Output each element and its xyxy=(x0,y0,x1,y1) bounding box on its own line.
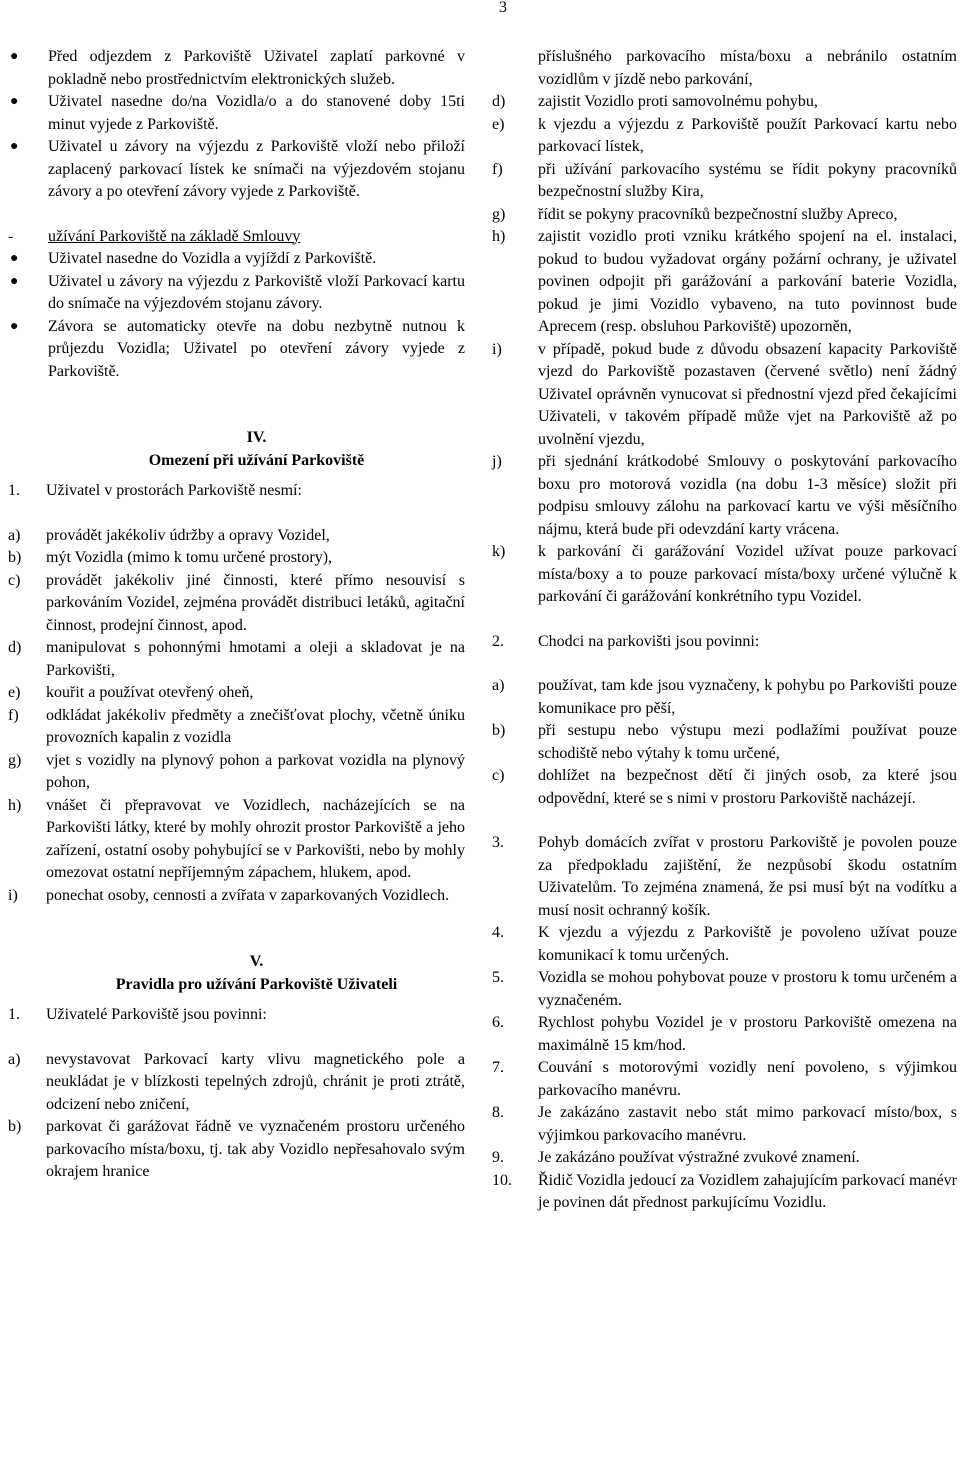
list-item-text: Uživatel u závory na výjezdu z Parkoviště vloží nebo přiloží zaplacený parkovací lístek ke snímači na výjezdovém stojanu závory a po otevření závory vyjede z Parkoviště. xyxy=(48,138,465,200)
list-item-continuation xyxy=(492,46,957,91)
numbered-list xyxy=(492,832,957,1215)
item-text: Je zakázáno zastavit nebo stát mimo parkovací místo/box, s výjimkou parkovacího manévru. xyxy=(538,1104,957,1144)
page-number: 3 xyxy=(499,0,507,16)
list-item-text: provádět jakékoliv jiné činnosti, které přímo nesouvisí s parkováním Vozidel, zejména provádět distribuci letáků, agitační činnost, prodejní činnost, apod. xyxy=(46,571,465,634)
list-marker: d) xyxy=(492,93,506,110)
pedestrian-list xyxy=(492,675,957,810)
numbered-item xyxy=(492,832,957,922)
list-item xyxy=(492,114,957,159)
list-item xyxy=(8,795,465,885)
numbered-item xyxy=(492,1102,957,1147)
list-marker: f) xyxy=(8,706,19,724)
right-column xyxy=(492,46,957,1215)
list-marker: d) xyxy=(8,639,22,656)
list-marker: e) xyxy=(8,684,21,701)
list-item xyxy=(492,159,957,204)
numbered-item xyxy=(492,922,957,967)
obligations-list xyxy=(8,1049,465,1184)
bullet-icon: ● xyxy=(10,273,19,289)
numbered-item xyxy=(8,1004,465,1027)
list-marker: b) xyxy=(8,1118,22,1135)
prohibitions-list xyxy=(8,525,465,908)
list-marker: i) xyxy=(492,340,502,358)
list-item-text: zajistit Vozidlo proti samovolnému pohybu, xyxy=(538,93,818,110)
list-item-text: řídit se pokyny pracovníků bezpečnostní služby Apreco, xyxy=(538,205,898,223)
item-number: 3. xyxy=(492,834,504,851)
list-item-text: Závora se automaticky otevře na dobu nezbytně nutnou k průjezdu Vozidla; Uživatel po otevření závory vyjede z Parkoviště. xyxy=(48,317,465,380)
list-marker: c) xyxy=(8,571,21,589)
list-item xyxy=(8,136,465,204)
list-item xyxy=(492,226,957,339)
item-number: 1. xyxy=(8,1006,20,1023)
list-item-text: kouřit a používat otevřený oheň, xyxy=(46,684,254,701)
list-item-text: při užívání parkovacího systému se řídit pokyny pracovníků bezpečnostní služby Kira, xyxy=(538,160,957,200)
section-title: Pravidla pro užívání Parkoviště Uživateli xyxy=(115,975,398,993)
list-item xyxy=(8,316,465,384)
list-item xyxy=(8,547,465,570)
list-marker: e) xyxy=(492,115,505,133)
list-marker: i) xyxy=(8,886,18,904)
list-item-text: dohlížet na bezpečnost dětí či jiných osob, za které jsou odpovědní, které se s nimi v prostoru Parkoviště nacházejí. xyxy=(538,767,957,807)
item-text: Řidič Vozidla jedoucí za Vozidlem zahajujícím parkovací manévr je povinen dát přednost parkujícímu Vozidlu. xyxy=(538,1171,957,1211)
list-item xyxy=(492,451,957,541)
list-item xyxy=(8,570,465,638)
list-item-text: odkládat jakékoliv předměty a znečišťovat plochy, včetně úniku provozních kapalin z vozidla xyxy=(46,706,465,746)
item-text: Chodci na parkovišti jsou povinni: xyxy=(538,632,760,650)
list-marker: h) xyxy=(492,228,506,245)
list-item xyxy=(8,1116,465,1184)
item-text: Je zakázáno používat výstražné zvukové znamení. xyxy=(538,1149,860,1166)
section-number: IV. xyxy=(246,429,267,446)
list-marker: k) xyxy=(492,543,506,560)
list-item xyxy=(492,720,957,765)
list-marker: b) xyxy=(8,549,22,566)
item-number: 9. xyxy=(492,1149,504,1166)
left-column xyxy=(8,46,465,1184)
item-number: 2. xyxy=(492,632,504,650)
item-number: 1. xyxy=(8,482,20,499)
list-item-text: při sestupu nebo výstupu mezi podlažími používat pouze schodiště nebo výtahy k tomu určené, xyxy=(538,722,957,762)
list-item xyxy=(8,248,465,271)
list-item-text: nevystavovat Parkovací karty vlivu magnetického pole a neukládat je v blízkosti tepelných zdrojů, chránit je proti ztrátě, odcizení nebo zničení, xyxy=(46,1050,465,1113)
item-text: Uživatel v prostorách Parkoviště nesmí: xyxy=(46,482,302,499)
item-number: 10. xyxy=(492,1171,512,1189)
numbered-item xyxy=(492,1170,957,1215)
list-item-text: v případě, pokud bude z důvodu obsazení kapacity Parkoviště vjezd do Parkoviště pozastaven (červené světlo) není žádný Uživatel oprávněn vynucovat si přednostní vjezd před čekajícími Uživateli, v takovém případě může vjet na Parkoviště až po uvolnění vjezdu, xyxy=(538,340,957,448)
list-item-text: ponechat osoby, cennosti a zvířata v zaparkovaných Vozidlech. xyxy=(46,886,450,904)
list-item xyxy=(8,91,465,136)
list-item-text: příslušného parkovacího místa/boxu a nebránilo ostatním vozidlům v jízdě nebo parkování, xyxy=(538,48,957,88)
list-item-text: Uživatel nasedne do Vozidla a vyjíždí z Parkoviště. xyxy=(48,250,377,267)
numbered-item xyxy=(492,631,957,654)
list-marker: f) xyxy=(492,160,503,178)
bullet-icon: ● xyxy=(10,318,19,334)
item-text: Uživatelé Parkoviště jsou povinni: xyxy=(46,1006,267,1023)
list-marker: g) xyxy=(492,205,506,223)
list-marker: b) xyxy=(492,722,506,739)
list-marker: h) xyxy=(8,796,22,814)
list-item xyxy=(492,339,957,452)
numbered-item xyxy=(492,967,957,1012)
list-item xyxy=(8,682,465,705)
subsection-heading-text: užívání Parkoviště na základě Smlouvy xyxy=(48,227,301,245)
list-item xyxy=(8,750,465,795)
numbered-item xyxy=(492,1057,957,1102)
list-item-text: používat, tam kde jsou vyznačeny, k pohybu po Parkovišti pouze komunikace pro pěší, xyxy=(538,677,957,717)
numbered-item xyxy=(8,480,465,503)
bullet-icon: ● xyxy=(10,139,19,154)
bullet-icon: ● xyxy=(10,49,19,64)
list-item xyxy=(8,525,465,548)
item-number: 5. xyxy=(492,969,504,986)
list-marker: g) xyxy=(8,751,22,769)
list-item-text: k vjezdu a výjezdu z Parkoviště použít Parkovací kartu nebo parkovací lístek, xyxy=(538,115,957,155)
item-text: Pohyb domácích zvířat v prostoru Parkoviště je povolen pouze za předpokladu zajištění, že nezpůsobí škodu ostatním Uživatelům. To zejména znamená, že psi musí být na vodítku a musí nosit ochranný košík. xyxy=(538,834,957,919)
bullet-icon: ● xyxy=(10,251,19,266)
list-item-text: vjet s vozidly na plynový pohon a parkovat vozidla na plynový pohon, xyxy=(46,751,465,791)
dash-marker: - xyxy=(8,227,14,245)
list-marker: c) xyxy=(492,767,505,784)
list-item-text: vnášet či přepravovat ve Vozidlech, nacházejících se na Parkovišti látky, které by mohly ohrozit prostor Parkoviště a jeho zařízení, ostatní osoby pohybující se v Parkovišti, nebo by mohly omezovat ostatní nepříjemným zápachem, hlukem, apod. xyxy=(46,796,465,881)
list-item xyxy=(8,1049,465,1117)
list-item xyxy=(8,271,465,316)
list-item xyxy=(492,765,957,810)
item-text: Couvání s motorovými vozidly není povoleno, s výjimkou parkovacího manévru. xyxy=(538,1059,957,1099)
section-title: Omezení při užívání Parkoviště xyxy=(148,451,365,469)
list-item-text: zajistit vozidlo proti vzniku krátkého spojení na el. instalaci, pokud to budou vyžadovat orgány požární ochrany, je uživatel povinen odpojit při garážování a parkování baterie Vozidla, pokud je jimi Vozidlo vybaveno, na tuto povinnost bude Aprecem (resp. obsluhou Parkoviště) upozorněn, xyxy=(538,228,957,335)
list-marker: a) xyxy=(8,526,21,544)
list-item-text: Před odjezdem z Parkoviště Uživatel zaplatí parkovné v pokladně nebo prostřednictvím elektronických služeb. xyxy=(48,48,465,88)
item-text: Rychlost pohybu Vozidel je v prostoru Parkoviště omezena na maximálně 15 km/hod. xyxy=(538,1014,957,1054)
item-number: 8. xyxy=(492,1104,504,1121)
list-item-text: parkovat či garážovat řádně ve vyznačeném prostoru určeného parkovacího místa/boxu, tj. tak aby Vozidlo nepřesahovalo svým okrajem hranice xyxy=(46,1118,465,1180)
list-item xyxy=(492,541,957,609)
bullet-icon: ● xyxy=(10,94,19,109)
item-text: Vozidla se mohou pohybovat pouze v prostoru k tomu určeném a vyznačeném. xyxy=(538,969,957,1009)
list-item xyxy=(8,885,465,908)
list-item xyxy=(8,46,465,91)
list-item-text: provádět jakékoliv údržby a opravy Vozidel, xyxy=(46,526,330,544)
list-item-text: k parkování či garážování Vozidel užívat pouze parkovací místa/boxy a to pouze parkovací místa/boxy určené výlučně k parkování či garážování konkrétního typu Vozidel. xyxy=(538,543,957,605)
list-item xyxy=(492,204,957,227)
list-item-text: Uživatel nasedne do/na Vozidla/o a do stanovené doby 15ti minut vyjede z Parkoviště. xyxy=(48,93,465,133)
list-item xyxy=(8,637,465,682)
list-marker: a) xyxy=(8,1050,21,1068)
list-marker: j) xyxy=(492,453,502,470)
item-number: 7. xyxy=(492,1059,504,1076)
item-number: 6. xyxy=(492,1014,504,1031)
list-item-text: manipulovat s pohonnými hmotami a oleji a skladovat je na Parkovišti, xyxy=(46,639,465,679)
numbered-item xyxy=(492,1147,957,1170)
list-item xyxy=(8,705,465,750)
list-item-text: Uživatel u závory na výjezdu z Parkoviště vloží Parkovací kartu do snímače na výjezdovém stojanu závory. xyxy=(48,272,465,312)
subsection-heading xyxy=(8,226,465,249)
item-number: 4. xyxy=(492,924,504,941)
list-item-text: mýt Vozidla (mimo k tomu určené prostory), xyxy=(46,549,333,566)
list-item xyxy=(492,675,957,720)
numbered-item xyxy=(492,1012,957,1057)
section-number: V. xyxy=(249,953,264,970)
list-marker: a) xyxy=(492,677,505,694)
item-text: K vjezdu a výjezdu z Parkoviště je povoleno užívat pouze komunikací k tomu určených. xyxy=(538,924,957,964)
list-item-text: při sjednání krátkodobé Smlouvy o poskytování parkovacího boxu pro motorová vozidla (na dobu 1-3 měsíce) složit při podpisu smlouvy zálohu na parkovací kartu ve výši měsíčního nájmu, která bude při odevzdání karty vrácena. xyxy=(538,453,957,538)
list-item xyxy=(492,91,957,114)
